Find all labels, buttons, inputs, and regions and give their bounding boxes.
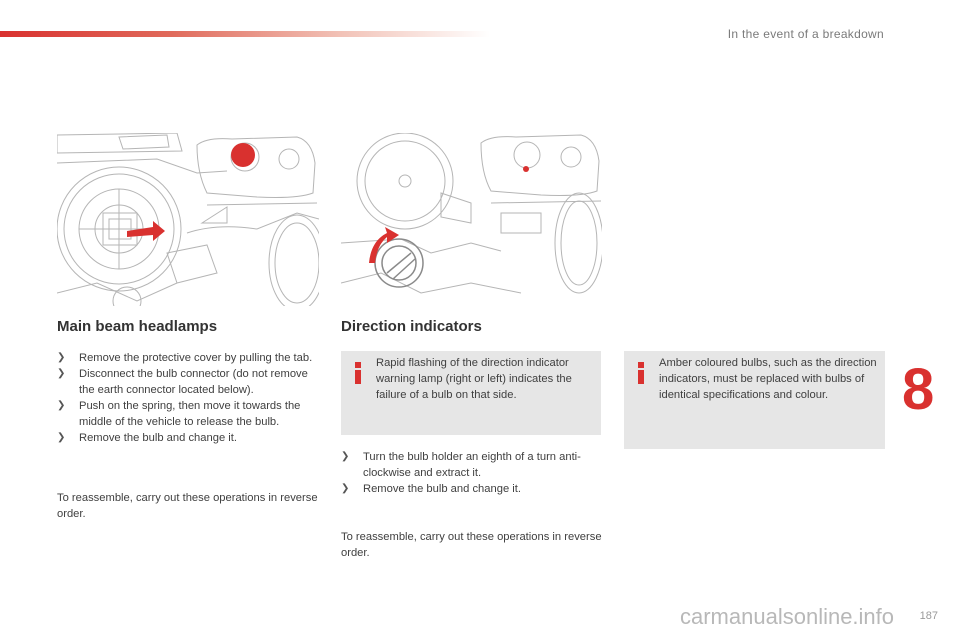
amber-note-text: Amber coloured bulbs, such as the direction indicators, must be replaced with bulbs of identical specifications and colour. [659,357,877,401]
bullet-icon: ❯ [57,400,66,411]
direction-steps [341,449,603,497]
direction-reassemble: To reassemble, carry out these operations in reverse order. [341,531,602,559]
main-beam-illustration [57,133,319,306]
main-beam-reassemble: To reassemble, carry out these operations in reverse order. [57,492,318,520]
direction-indicators-title: Direction indicators [341,318,482,335]
main-beam-steps [57,350,319,446]
list-item: ❯ Turn the bulb holder an eighth of a turn anti-clockwise and extract it. [341,451,581,479]
info-icon [351,362,365,384]
chapter-number: 8 [902,357,935,422]
section-header: In the event of a breakdown [727,27,884,41]
bullet-icon: ❯ [341,483,350,494]
bullet-icon: ❯ [57,432,66,443]
list-item: ❯ Push on the spring, then move it towards the middle of the vehicle to release the bulb. [57,400,301,428]
info-icon [634,362,648,384]
bullet-icon: ❯ [57,368,66,379]
direction-info-text: Rapid flashing of the direction indicator warning lamp (right or left) indicates the failure of a bulb on that side. [376,357,572,401]
main-beam-title: Main beam headlamps [57,318,218,335]
page-number: 187 [919,610,938,622]
direction-indicator-illustration [341,133,602,306]
list-item: ❯ Disconnect the bulb connector (do not remove the earth connector located below). [57,368,308,396]
bullet-icon: ❯ [57,352,66,363]
list-item: ❯ Remove the bulb and change it. [341,483,521,495]
header-accent-bar [0,31,490,37]
bullet-icon: ❯ [341,451,350,462]
direction-info-box [341,351,601,435]
list-item: ❯ Remove the bulb and change it. [57,432,237,444]
amber-note-box [624,351,885,449]
list-item: ❯ Remove the protective cover by pulling the tab. [57,352,313,364]
watermark: carmanualsonline.info [680,604,895,629]
